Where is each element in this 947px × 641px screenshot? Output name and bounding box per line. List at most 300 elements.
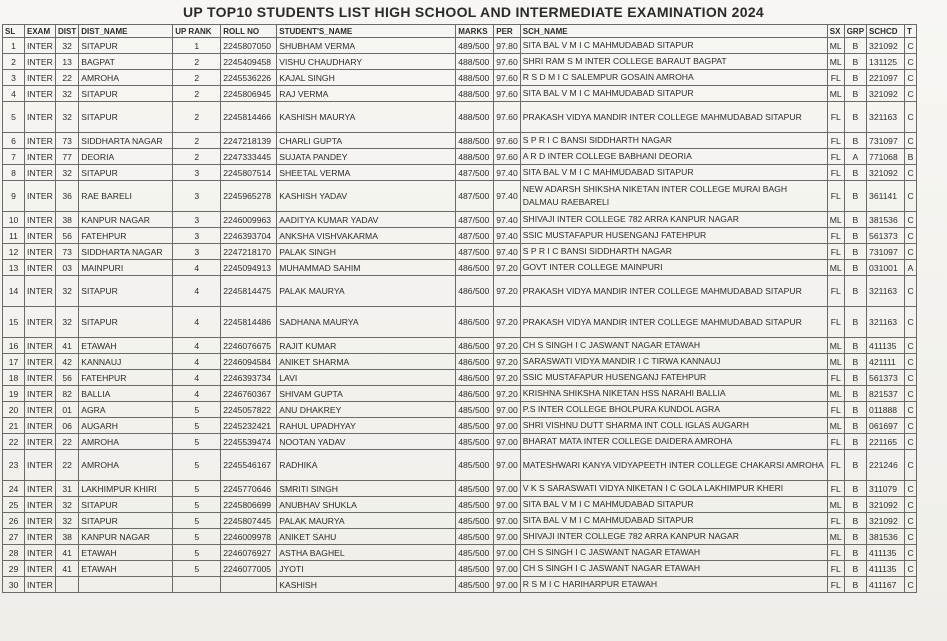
cell-up-rank: 5	[173, 529, 221, 545]
cell-sx: ML	[827, 338, 844, 354]
cell-dist-name: AMROHA	[79, 450, 173, 481]
cell-sch-name: SARASWATI VIDYA MANDIR I C TIRWA KANNAUJ	[520, 354, 827, 370]
cell-up-rank: 5	[173, 418, 221, 434]
cell-sx: FL	[827, 276, 844, 307]
col-header-up-rank: UP RANK	[173, 25, 221, 38]
cell-sch-name: SITA BAL V M I C MAHMUDABAD SITAPUR	[520, 497, 827, 513]
cell-sx: FL	[827, 165, 844, 181]
col-header-sx: SX	[827, 25, 844, 38]
table-row	[3, 513, 917, 529]
cell-marks: 488/500	[456, 149, 494, 165]
cell-t: C	[905, 561, 917, 577]
cell-exam: INTER	[25, 260, 56, 276]
cell-exam: INTER	[25, 38, 56, 54]
table-row	[3, 561, 917, 577]
cell-marks: 488/500	[456, 86, 494, 102]
cell-sl: 1	[3, 38, 25, 54]
cell-up-rank: 5	[173, 450, 221, 481]
cell-marks: 485/500	[456, 529, 494, 545]
table-row	[3, 38, 917, 54]
cell-t: A	[905, 260, 917, 276]
cell-sch-name: P.S INTER COLLEGE BHOLPURA KUNDOL AGRA	[520, 402, 827, 418]
cell-student-name: ANIKET SAHU	[277, 529, 456, 545]
cell-per: 97.00	[494, 529, 521, 545]
cell-exam: INTER	[25, 354, 56, 370]
cell-dist: 41	[56, 338, 79, 354]
cell-student-name: ASTHA BAGHEL	[277, 545, 456, 561]
cell-roll-no: 2245539474	[221, 434, 277, 450]
cell-t: C	[905, 545, 917, 561]
cell-sl: 24	[3, 481, 25, 497]
cell-marks: 485/500	[456, 561, 494, 577]
cell-schcd: 311079	[867, 481, 905, 497]
cell-t: C	[905, 102, 917, 133]
cell-student-name: RAHUL UPADHYAY	[277, 418, 456, 434]
cell-up-rank: 3	[173, 165, 221, 181]
cell-sch-name: NEW ADARSH SHIKSHA NIKETAN INTER COLLEGE MURAI BAGH DALMAU RAEBARELI	[520, 181, 827, 212]
cell-dist-name: ETAWAH	[79, 545, 173, 561]
cell-dist-name: BALLIA	[79, 386, 173, 402]
cell-sch-name: PRAKASH VIDYA MANDIR INTER COLLEGE MAHMUDABAD SITAPUR	[520, 102, 827, 133]
cell-grp: B	[844, 450, 866, 481]
col-header-sch-name: SCH_NAME	[520, 25, 827, 38]
cell-student-name: KAJAL SINGH	[277, 70, 456, 86]
cell-dist: 38	[56, 212, 79, 228]
page-title: UP TOP10 STUDENTS LIST HIGH SCHOOL AND INTERMEDIATE EXAMINATION 2024	[183, 4, 764, 20]
cell-up-rank	[173, 577, 221, 593]
cell-student-name: SMRITI SINGH	[277, 481, 456, 497]
cell-sch-name: SHRI VISHNU DUTT SHARMA INT COLL IGLAS AUGARH	[520, 418, 827, 434]
cell-marks: 485/500	[456, 402, 494, 418]
cell-t: C	[905, 307, 917, 338]
cell-sx: FL	[827, 513, 844, 529]
cell-roll-no: 2247218139	[221, 133, 277, 149]
cell-roll-no: 2247333445	[221, 149, 277, 165]
cell-per: 97.20	[494, 276, 521, 307]
cell-exam: INTER	[25, 386, 56, 402]
cell-t: C	[905, 54, 917, 70]
col-header-exam: EXAM	[25, 25, 56, 38]
cell-up-rank: 2	[173, 70, 221, 86]
cell-sl: 20	[3, 402, 25, 418]
cell-roll-no: 2246760367	[221, 386, 277, 402]
cell-exam: INTER	[25, 149, 56, 165]
cell-up-rank: 5	[173, 545, 221, 561]
cell-per: 97.00	[494, 497, 521, 513]
cell-t: C	[905, 450, 917, 481]
cell-student-name: RAJ VERMA	[277, 86, 456, 102]
cell-sx: FL	[827, 450, 844, 481]
cell-sch-name: SHIVAJI INTER COLLEGE 782 ARRA KANPUR NAGAR	[520, 529, 827, 545]
cell-schcd: 411135	[867, 561, 905, 577]
cell-dist: 41	[56, 545, 79, 561]
cell-sl: 14	[3, 276, 25, 307]
cell-roll-no: 2245806699	[221, 497, 277, 513]
cell-schcd: 131125	[867, 54, 905, 70]
cell-dist-name: FATEHPUR	[79, 370, 173, 386]
cell-t: C	[905, 165, 917, 181]
cell-sch-name: R S D M I C SALEMPUR GOSAIN AMROHA	[520, 70, 827, 86]
cell-sx: FL	[827, 70, 844, 86]
cell-sl: 10	[3, 212, 25, 228]
cell-student-name: RADHIKA	[277, 450, 456, 481]
cell-t: C	[905, 418, 917, 434]
cell-dist-name	[79, 577, 173, 593]
cell-roll-no: 2245770646	[221, 481, 277, 497]
cell-t: C	[905, 497, 917, 513]
cell-schcd: 381536	[867, 212, 905, 228]
cell-exam: INTER	[25, 529, 56, 545]
table-row	[3, 481, 917, 497]
cell-sl: 16	[3, 338, 25, 354]
cell-student-name: SHIVAM GUPTA	[277, 386, 456, 402]
cell-sch-name: SITA BAL V M I C MAHMUDABAD SITAPUR	[520, 86, 827, 102]
cell-marks: 485/500	[456, 545, 494, 561]
cell-t: C	[905, 434, 917, 450]
cell-sch-name: GOVT INTER COLLEGE MAINPURI	[520, 260, 827, 276]
col-header-student-name: STUDENT'S_NAME	[277, 25, 456, 38]
cell-t: C	[905, 386, 917, 402]
col-header-per: PER	[494, 25, 521, 38]
table-row	[3, 545, 917, 561]
cell-grp: A	[844, 149, 866, 165]
cell-dist: 22	[56, 70, 79, 86]
cell-per: 97.00	[494, 418, 521, 434]
cell-sx: FL	[827, 481, 844, 497]
cell-roll-no: 2245536226	[221, 70, 277, 86]
cell-marks: 485/500	[456, 481, 494, 497]
cell-per: 97.00	[494, 545, 521, 561]
cell-dist: 32	[56, 513, 79, 529]
cell-exam: INTER	[25, 561, 56, 577]
cell-dist: 56	[56, 228, 79, 244]
cell-per: 97.60	[494, 133, 521, 149]
cell-roll-no: 2246076675	[221, 338, 277, 354]
cell-grp: B	[844, 577, 866, 593]
cell-sch-name: PRAKASH VIDYA MANDIR INTER COLLEGE MAHMUDABAD SITAPUR	[520, 307, 827, 338]
cell-sl: 30	[3, 577, 25, 593]
cell-exam: INTER	[25, 577, 56, 593]
cell-grp: B	[844, 212, 866, 228]
cell-roll-no: 2246009978	[221, 529, 277, 545]
cell-grp: B	[844, 38, 866, 54]
cell-schcd: 411135	[867, 338, 905, 354]
cell-marks: 487/500	[456, 181, 494, 212]
cell-up-rank: 4	[173, 260, 221, 276]
cell-schcd: 731097	[867, 133, 905, 149]
cell-dist: 22	[56, 434, 79, 450]
cell-t: B	[905, 149, 917, 165]
cell-dist: 06	[56, 418, 79, 434]
cell-per: 97.00	[494, 577, 521, 593]
cell-student-name: RAJIT KUMAR	[277, 338, 456, 354]
cell-t: C	[905, 529, 917, 545]
cell-sx: ML	[827, 354, 844, 370]
cell-schcd: 061697	[867, 418, 905, 434]
cell-t: C	[905, 402, 917, 418]
cell-dist-name: AMROHA	[79, 434, 173, 450]
cell-dist-name: FATEHPUR	[79, 228, 173, 244]
cell-sl: 4	[3, 86, 25, 102]
cell-student-name: LAVI	[277, 370, 456, 386]
cell-exam: INTER	[25, 212, 56, 228]
cell-exam: INTER	[25, 165, 56, 181]
cell-marks: 488/500	[456, 133, 494, 149]
cell-per: 97.60	[494, 149, 521, 165]
cell-sl: 3	[3, 70, 25, 86]
cell-sl: 6	[3, 133, 25, 149]
cell-marks: 486/500	[456, 276, 494, 307]
cell-sch-name: R S M I C HARIHARPUR ETAWAH	[520, 577, 827, 593]
cell-dist: 73	[56, 244, 79, 260]
cell-schcd: 321163	[867, 102, 905, 133]
cell-sx: FL	[827, 370, 844, 386]
cell-per: 97.60	[494, 54, 521, 70]
cell-up-rank: 2	[173, 149, 221, 165]
cell-grp: B	[844, 276, 866, 307]
cell-sx: FL	[827, 577, 844, 593]
cell-up-rank: 2	[173, 54, 221, 70]
cell-dist: 77	[56, 149, 79, 165]
cell-dist-name: ETAWAH	[79, 338, 173, 354]
cell-sx: ML	[827, 260, 844, 276]
cell-dist: 38	[56, 529, 79, 545]
cell-dist: 56	[56, 370, 79, 386]
cell-schcd: 361141	[867, 181, 905, 212]
cell-dist-name: MAINPURI	[79, 260, 173, 276]
cell-sx: FL	[827, 307, 844, 338]
cell-up-rank: 5	[173, 513, 221, 529]
cell-exam: INTER	[25, 497, 56, 513]
cell-dist-name: SITAPUR	[79, 165, 173, 181]
cell-schcd: 561373	[867, 228, 905, 244]
cell-per: 97.00	[494, 481, 521, 497]
cell-dist: 36	[56, 181, 79, 212]
cell-exam: INTER	[25, 434, 56, 450]
cell-grp: B	[844, 402, 866, 418]
table-row	[3, 497, 917, 513]
cell-up-rank: 5	[173, 497, 221, 513]
cell-dist-name: DEORIA	[79, 149, 173, 165]
cell-t: C	[905, 86, 917, 102]
cell-up-rank: 3	[173, 181, 221, 212]
cell-dist-name: SITAPUR	[79, 307, 173, 338]
cell-sl: 19	[3, 386, 25, 402]
table-row	[3, 181, 917, 212]
cell-per: 97.20	[494, 260, 521, 276]
cell-dist: 13	[56, 54, 79, 70]
cell-marks: 486/500	[456, 338, 494, 354]
cell-per: 97.00	[494, 561, 521, 577]
cell-per: 97.20	[494, 307, 521, 338]
cell-sch-name: MATESHWARI KANYA VIDYAPEETH INTER COLLEGE CHAKARSI AMROHA	[520, 450, 827, 481]
table-row	[3, 133, 917, 149]
cell-schcd: 821537	[867, 386, 905, 402]
cell-roll-no: 2245094913	[221, 260, 277, 276]
cell-per: 97.60	[494, 102, 521, 133]
cell-per: 97.00	[494, 434, 521, 450]
cell-sch-name: SITA BAL V M I C MAHMUDABAD SITAPUR	[520, 165, 827, 181]
cell-schcd: 031001	[867, 260, 905, 276]
cell-schcd: 731097	[867, 244, 905, 260]
table-row	[3, 307, 917, 338]
cell-exam: INTER	[25, 70, 56, 86]
cell-per: 97.40	[494, 228, 521, 244]
cell-dist-name: LAKHIMPUR KHIRI	[79, 481, 173, 497]
cell-up-rank: 4	[173, 370, 221, 386]
cell-sch-name: SSIC MUSTAFAPUR HUSENGANJ FATEHPUR	[520, 228, 827, 244]
cell-grp: B	[844, 338, 866, 354]
cell-t: C	[905, 228, 917, 244]
cell-marks: 486/500	[456, 370, 494, 386]
cell-exam: INTER	[25, 86, 56, 102]
cell-sx: FL	[827, 561, 844, 577]
cell-marks: 489/500	[456, 38, 494, 54]
cell-schcd: 321092	[867, 38, 905, 54]
table-row	[3, 434, 917, 450]
cell-sch-name: CH S SINGH I C JASWANT NAGAR ETAWAH	[520, 545, 827, 561]
cell-dist-name: AUGARH	[79, 418, 173, 434]
cell-exam: INTER	[25, 133, 56, 149]
cell-roll-no: 2246393704	[221, 228, 277, 244]
cell-sl: 22	[3, 434, 25, 450]
cell-student-name: AADITYA KUMAR YADAV	[277, 212, 456, 228]
cell-dist-name: SIDDHARTA NAGAR	[79, 133, 173, 149]
cell-sx: ML	[827, 38, 844, 54]
cell-dist: 32	[56, 276, 79, 307]
cell-sch-name: SITA BAL V M I C MAHMUDABAD SITAPUR	[520, 513, 827, 529]
cell-per: 97.00	[494, 450, 521, 481]
cell-up-rank: 3	[173, 228, 221, 244]
cell-roll-no: 2245807050	[221, 38, 277, 54]
cell-roll-no: 2245232421	[221, 418, 277, 434]
cell-dist: 41	[56, 561, 79, 577]
cell-up-rank: 2	[173, 133, 221, 149]
cell-sch-name: SHRI RAM S M INTER COLLEGE BARAUT BAGPAT	[520, 54, 827, 70]
cell-student-name: ANU DHAKREY	[277, 402, 456, 418]
cell-dist-name: BAGPAT	[79, 54, 173, 70]
cell-schcd: 221246	[867, 450, 905, 481]
cell-sl: 15	[3, 307, 25, 338]
cell-dist-name: SITAPUR	[79, 38, 173, 54]
students-table	[2, 24, 917, 593]
cell-grp: B	[844, 307, 866, 338]
cell-dist: 32	[56, 86, 79, 102]
cell-roll-no: 2245814486	[221, 307, 277, 338]
cell-grp: B	[844, 181, 866, 212]
cell-dist-name: SITAPUR	[79, 497, 173, 513]
cell-grp: B	[844, 561, 866, 577]
cell-roll-no: 2245814475	[221, 276, 277, 307]
col-header-roll-no: ROLL NO	[221, 25, 277, 38]
cell-exam: INTER	[25, 54, 56, 70]
cell-student-name: KASHISH MAURYA	[277, 102, 456, 133]
cell-sx: ML	[827, 212, 844, 228]
cell-sx: ML	[827, 529, 844, 545]
cell-dist: 32	[56, 497, 79, 513]
cell-exam: INTER	[25, 513, 56, 529]
cell-exam: INTER	[25, 307, 56, 338]
cell-marks: 485/500	[456, 434, 494, 450]
cell-t: C	[905, 513, 917, 529]
cell-sch-name: BHARAT MATA INTER COLLEGE DAIDERA AMROHA	[520, 434, 827, 450]
cell-marks: 485/500	[456, 450, 494, 481]
cell-schcd: 321092	[867, 497, 905, 513]
cell-dist-name: KANNAUJ	[79, 354, 173, 370]
table-row	[3, 70, 917, 86]
cell-up-rank: 3	[173, 212, 221, 228]
cell-schcd: 221165	[867, 434, 905, 450]
cell-exam: INTER	[25, 481, 56, 497]
table-row	[3, 577, 917, 593]
cell-sx: ML	[827, 497, 844, 513]
cell-t: C	[905, 338, 917, 354]
cell-dist-name: ETAWAH	[79, 561, 173, 577]
cell-dist-name: SITAPUR	[79, 86, 173, 102]
cell-sl: 29	[3, 561, 25, 577]
cell-dist: 31	[56, 481, 79, 497]
cell-dist-name: AMROHA	[79, 70, 173, 86]
cell-sch-name: S P R I C BANSI SIDDHARTH NAGAR	[520, 133, 827, 149]
cell-per: 97.00	[494, 402, 521, 418]
cell-sch-name: PRAKASH VIDYA MANDIR INTER COLLEGE MAHMUDABAD SITAPUR	[520, 276, 827, 307]
cell-student-name: PALAK MAURYA	[277, 513, 456, 529]
cell-schcd: 221097	[867, 70, 905, 86]
table-row	[3, 386, 917, 402]
cell-schcd: 381536	[867, 529, 905, 545]
cell-dist: 01	[56, 402, 79, 418]
cell-sl: 9	[3, 181, 25, 212]
cell-up-rank: 5	[173, 561, 221, 577]
col-header-dist: DIST	[56, 25, 79, 38]
table-row	[3, 418, 917, 434]
cell-sch-name: SITA BAL V M I C MAHMUDABAD SITAPUR	[520, 38, 827, 54]
table-row	[3, 244, 917, 260]
cell-grp: B	[844, 434, 866, 450]
cell-sx: ML	[827, 54, 844, 70]
cell-sch-name: CH S SINGH I C JASWANT NAGAR ETAWAH	[520, 338, 827, 354]
cell-per: 97.40	[494, 212, 521, 228]
cell-sx: FL	[827, 244, 844, 260]
cell-grp: B	[844, 86, 866, 102]
cell-sx: ML	[827, 386, 844, 402]
cell-marks: 488/500	[456, 102, 494, 133]
cell-per: 97.20	[494, 386, 521, 402]
cell-grp: B	[844, 70, 866, 86]
cell-sch-name: A R D INTER COLLEGE BABHANI DEORIA	[520, 149, 827, 165]
cell-sl: 23	[3, 450, 25, 481]
cell-exam: INTER	[25, 402, 56, 418]
cell-grp: B	[844, 497, 866, 513]
cell-student-name: SHUBHAM VERMA	[277, 38, 456, 54]
cell-student-name: NOOTAN YADAV	[277, 434, 456, 450]
table-row	[3, 54, 917, 70]
cell-up-rank: 4	[173, 307, 221, 338]
cell-roll-no: 2245409458	[221, 54, 277, 70]
cell-dist: 73	[56, 133, 79, 149]
cell-dist-name: SITAPUR	[79, 276, 173, 307]
cell-per: 97.20	[494, 370, 521, 386]
cell-schcd: 321092	[867, 165, 905, 181]
cell-schcd: 321163	[867, 276, 905, 307]
cell-student-name: PALAK SINGH	[277, 244, 456, 260]
table-row	[3, 370, 917, 386]
cell-dist: 03	[56, 260, 79, 276]
cell-student-name: ANIKET SHARMA	[277, 354, 456, 370]
cell-marks: 487/500	[456, 244, 494, 260]
cell-sl: 2	[3, 54, 25, 70]
cell-up-rank: 5	[173, 402, 221, 418]
